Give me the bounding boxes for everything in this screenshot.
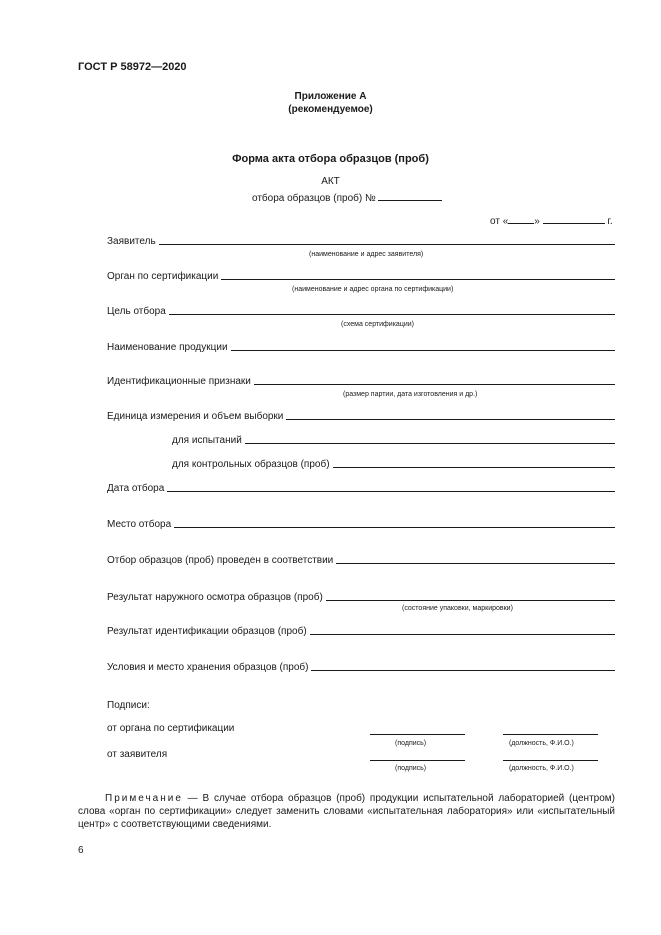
date-day-line[interactable] <box>508 213 534 224</box>
sign-from-body-label: от органа по сертификации <box>107 723 235 734</box>
field-unit-volume-label: Единица измерения и объем выборки <box>107 411 284 422</box>
field-purpose-label: Цель отбора <box>107 306 166 317</box>
note-text: — В случае отбора образцов (проб) продукции испытательной лабораторией (центром) слова «орган по сертификации» следует заменить словами «испытательная лаборатория» или «испытательный центр» с соответствующими сведениями. <box>78 793 615 830</box>
field-storage-line[interactable] <box>311 669 615 671</box>
field-place-line[interactable] <box>174 526 615 528</box>
field-purpose-hint: (схема сертификации) <box>341 321 414 328</box>
signatures-title: Подписи: <box>107 700 150 711</box>
annex-title: Приложение А <box>294 91 367 102</box>
field-place-label: Место отбора <box>107 519 172 530</box>
act-subtitle-text: отбора образцов (проб) № <box>252 193 376 204</box>
annex-subtitle: (рекомендуемое) <box>288 104 373 115</box>
act-number-line[interactable] <box>378 190 442 201</box>
date-from-text: от « <box>490 216 509 227</box>
act-subtitle <box>252 190 442 204</box>
field-applicant <box>107 236 615 247</box>
sign-applicant-signature-line[interactable] <box>370 760 465 761</box>
field-for-tests-label: для испытаний <box>172 435 242 446</box>
sign-body-signature-line[interactable] <box>370 734 465 735</box>
sign-applicant-position-line[interactable] <box>503 760 598 761</box>
field-conducted-label: Отбор образцов (проб) проведен в соответствии <box>107 555 334 566</box>
field-id-features-line[interactable] <box>254 383 615 385</box>
sign-body-position-hint: (должность, Ф.И.О.) <box>509 740 574 747</box>
field-purpose <box>107 306 615 317</box>
date-mid-text: » <box>534 216 540 227</box>
field-cert-body-label: Орган по сертификации <box>107 271 219 282</box>
field-for-control-line[interactable] <box>333 466 615 468</box>
field-unit-volume <box>107 411 615 422</box>
field-external <box>107 592 615 603</box>
field-cert-body <box>107 271 615 282</box>
field-applicant-hint: (наименование и адрес заявителя) <box>309 251 424 258</box>
field-purpose-line[interactable] <box>169 313 615 315</box>
field-external-label: Результат наружного осмотра образцов (проб) <box>107 592 323 603</box>
field-storage <box>107 662 615 673</box>
field-cert-body-line[interactable] <box>221 278 615 280</box>
field-date-line[interactable] <box>167 490 615 492</box>
note-prefix: Примечание <box>105 793 183 804</box>
field-date-label: Дата отбора <box>107 483 165 494</box>
field-identification-label: Результат идентификации образцов (проб) <box>107 626 307 637</box>
field-for-control <box>172 459 615 470</box>
field-conducted <box>107 555 615 566</box>
field-external-hint: (состояние упаковки, маркировки) <box>402 605 513 612</box>
sign-body-signature-hint: (подпись) <box>395 740 427 747</box>
note-paragraph <box>78 792 615 831</box>
field-id-features-hint: (размер партии, дата изготовления и др.) <box>343 391 478 398</box>
field-identification <box>107 626 615 637</box>
field-cert-body-hint: (наименование и адрес органа по сертификации) <box>292 286 454 293</box>
page-number: 6 <box>78 845 84 856</box>
sign-applicant-signature-hint: (подпись) <box>395 765 427 772</box>
field-identification-line[interactable] <box>310 633 615 635</box>
field-applicant-line[interactable] <box>159 243 615 245</box>
sign-body-position-line[interactable] <box>503 734 598 735</box>
standard-number: ГОСТ Р 58972—2020 <box>78 61 187 73</box>
field-for-tests-line[interactable] <box>245 442 615 444</box>
date-month-line[interactable] <box>543 213 605 224</box>
act-date-line <box>490 213 613 227</box>
field-id-features-label: Идентификационные признаки <box>107 376 251 387</box>
field-applicant-label: Заявитель <box>107 236 156 247</box>
act-title: АКТ <box>321 176 340 187</box>
field-id-features <box>107 376 615 387</box>
form-title: Форма акта отбора образцов (проб) <box>232 153 429 165</box>
field-for-control-label: для контрольных образцов (проб) <box>172 459 330 470</box>
field-unit-volume-line[interactable] <box>286 418 615 420</box>
field-storage-label: Условия и место хранения образцов (проб) <box>107 662 309 673</box>
field-product-line[interactable] <box>231 349 615 351</box>
field-conducted-line[interactable] <box>336 562 615 564</box>
field-product <box>107 342 615 353</box>
field-for-tests <box>172 435 615 446</box>
field-external-line[interactable] <box>326 599 615 601</box>
sign-applicant-position-hint: (должность, Ф.И.О.) <box>509 765 574 772</box>
sign-from-applicant-label: от заявителя <box>107 749 168 760</box>
field-place <box>107 519 615 530</box>
field-date <box>107 483 615 494</box>
date-year-text: г. <box>607 216 613 227</box>
field-product-label: Наименование продукции <box>107 342 228 353</box>
